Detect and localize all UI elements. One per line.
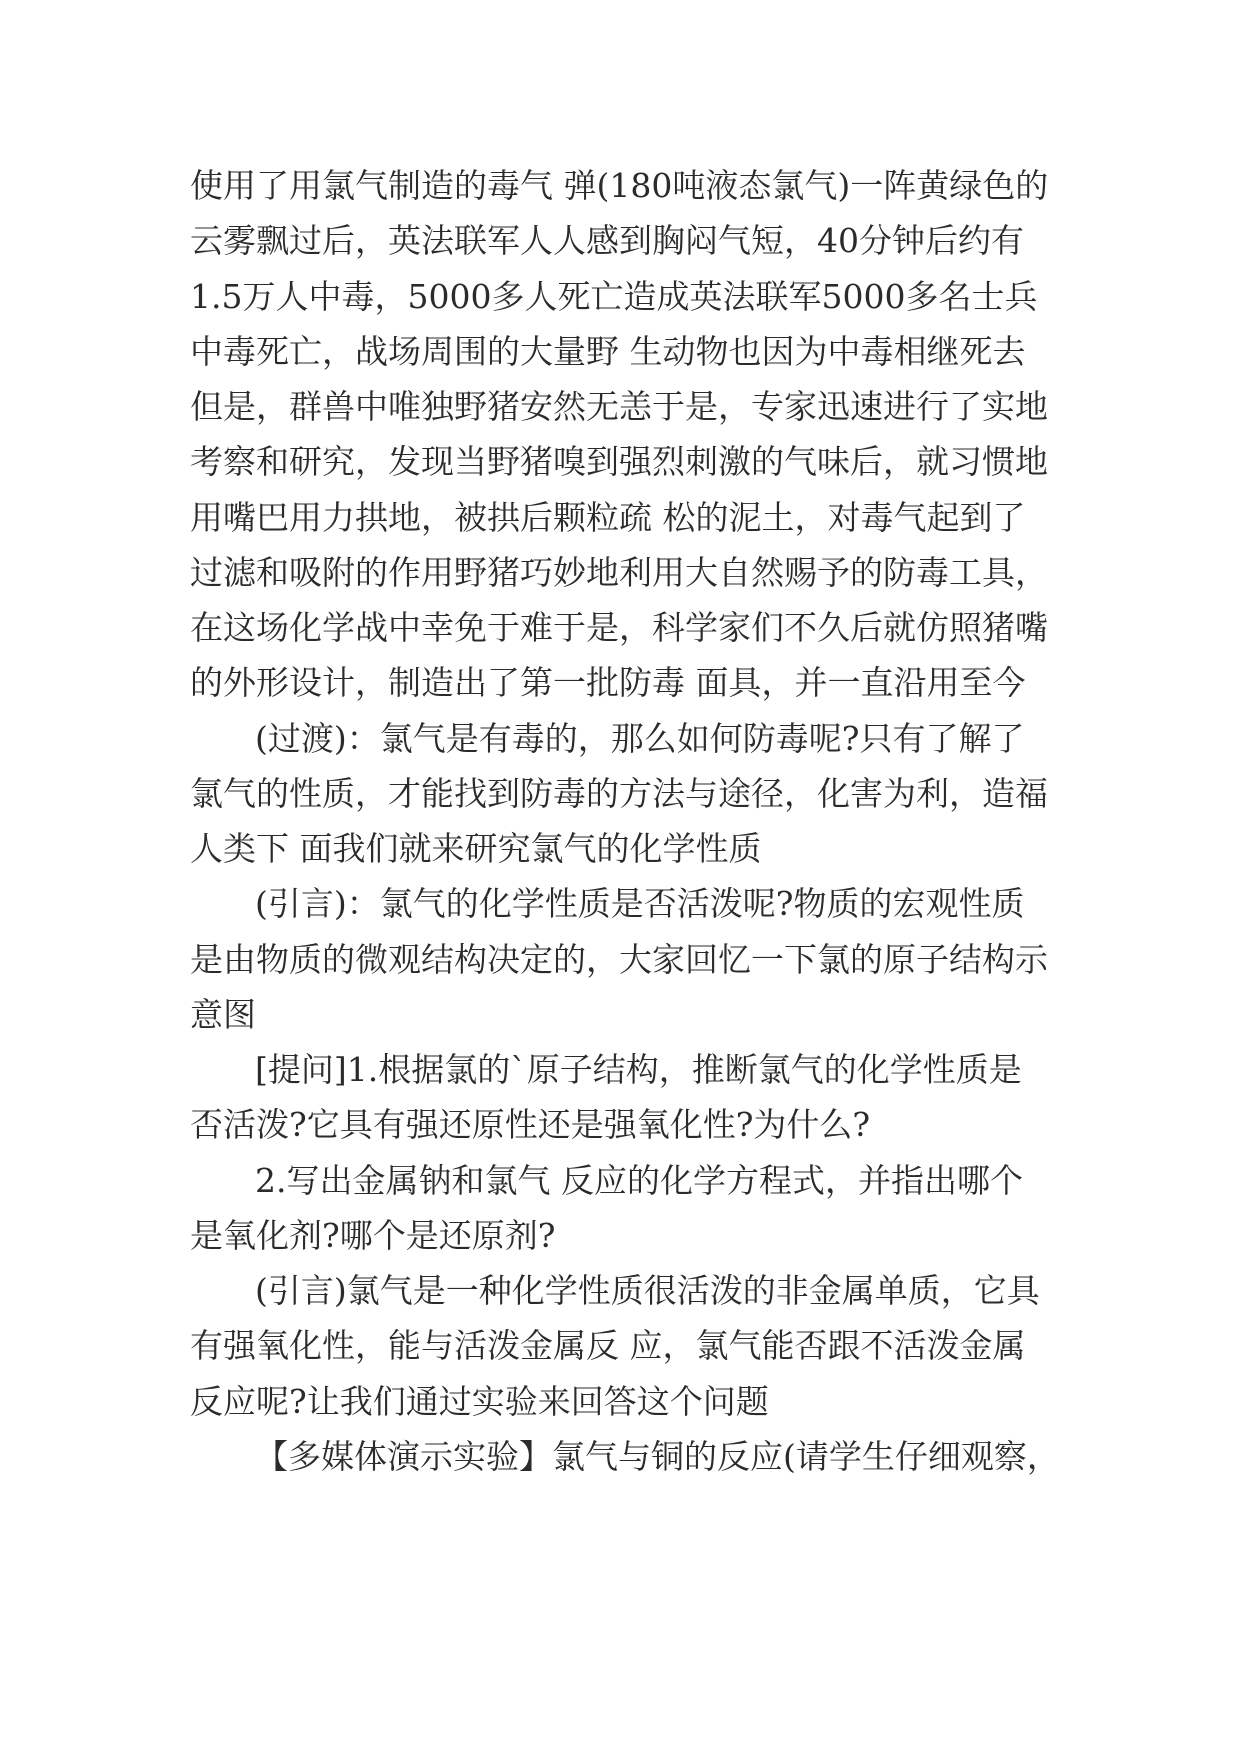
paragraph-start-line: (引言)氯气是一种化学性质很活泼的非金属单质，它具: [255, 1271, 1040, 1310]
text-line: 但是，群兽中唯独野猪安然无恙于是，专家迅速进行了实地: [190, 387, 1048, 426]
text-line: 否活泼?它具有强还原性还是强氧化性?为什么?: [190, 1105, 871, 1144]
text-line: 云雾飘过后，英法联军人人感到胸闷气短，40分钟后约有: [190, 221, 1024, 260]
paragraph-start-line: (引言)：氯气的化学性质是否活泼呢?物质的宏观性质: [255, 884, 1025, 923]
text-line: 人类下 面我们就来研究氯气的化学性质: [190, 829, 762, 868]
paragraph-start-line: 【多媒体演示实验】氯气与铜的反应(请学生仔细观察，: [255, 1437, 1060, 1476]
text-line: 意图: [190, 995, 256, 1034]
text-line: 有强氧化性，能与活泼金属反 应，氯气能否跟不活泼金属: [190, 1326, 1026, 1365]
text-line: 使用了用氯气制造的毒气 弹(180吨液态氯气)一阵黄绿色的: [190, 166, 1049, 205]
paragraph-start-line: 2.写出金属钠和氯气 反应的化学方程式，并指出哪个: [255, 1161, 1023, 1200]
text-line: 过滤和吸附的作用野猪巧妙地利用大自然赐予的防毒工具，: [190, 553, 1048, 592]
text-line: 氯气的性质，才能找到防毒的方法与途径，化害为利，造福: [190, 774, 1048, 813]
text-line: 是氧化剂?哪个是还原剂?: [190, 1216, 556, 1255]
text-line: 的外形设计，制造出了第一批防毒 面具，并一直沿用至今: [190, 663, 1026, 702]
paragraph-start-line: (过渡)：氯气是有毒的，那么如何防毒呢?只有了解了: [255, 719, 1025, 758]
text-line: 考察和研究，发现当野猪嗅到强烈刺激的气味后，就习惯地: [190, 442, 1048, 481]
text-line: 用嘴巴用力拱地，被拱后颗粒疏 松的泥土，对毒气起到了: [190, 498, 1026, 537]
text-line: 是由物质的微观结构决定的，大家回忆一下氯的原子结构示: [190, 940, 1048, 979]
text-line: 在这场化学战中幸免于难于是，科学家们不久后就仿照猪嘴: [190, 608, 1048, 647]
text-line: 反应呢?让我们通过实验来回答这个问题: [190, 1382, 769, 1421]
text-line: 1.5万人中毒，5000多人死亡造成英法联军5000多名士兵: [190, 277, 1038, 316]
paragraph-start-line: [提问]1.根据氯的`原子结构，推断氯气的化学性质是: [255, 1050, 1022, 1089]
text-line: 中毒死亡，战场周围的大量野 生动物也因为中毒相继死去: [190, 332, 1026, 371]
